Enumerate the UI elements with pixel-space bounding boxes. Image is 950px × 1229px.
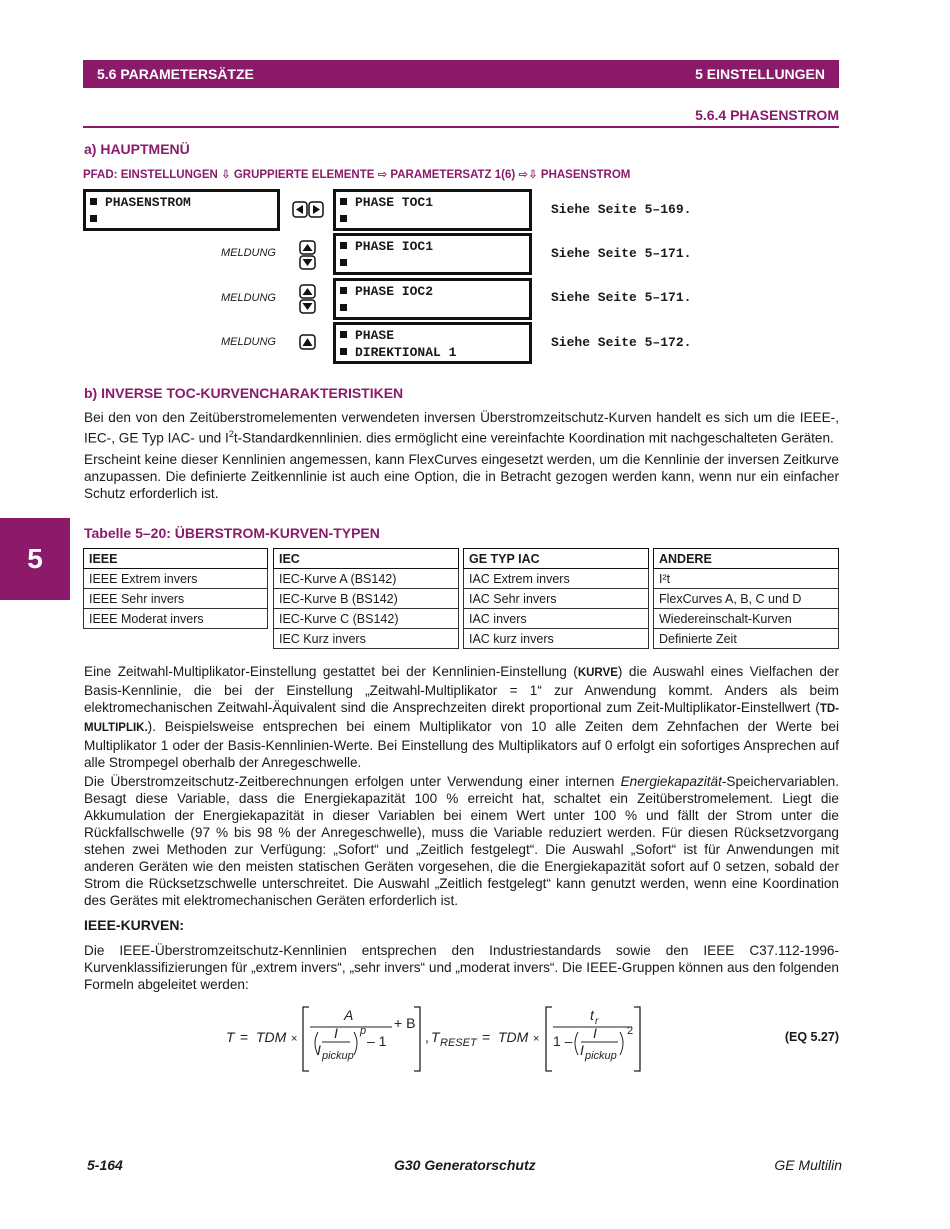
- table-cell: IAC Extrem invers: [464, 569, 649, 589]
- table-cell: FlexCurves A, B, C und D: [654, 589, 839, 609]
- table-cell: IAC invers: [464, 609, 649, 629]
- eq-symbol: 2: [627, 1025, 634, 1037]
- text-run: t-Standardkennlinien. dies ermöglicht eine vereinfachte Koordination mit nachgeschalteten Geräten.: [233, 430, 834, 446]
- menu-path: PFAD: EINSTELLUNGEN ⇩ GRUPPIERTE ELEMENTE ⇨ PARAMETERSATZ 1(6) ⇨⇩ PHASENSTROM: [83, 169, 631, 181]
- footer-page-number: 5-164: [87, 1157, 123, 1173]
- item-line1: PHASE TOC1: [355, 195, 434, 210]
- superscript: 2: [228, 429, 234, 439]
- eq-symbol: TDM: [256, 1029, 287, 1045]
- menu-item-box-2[interactable]: [333, 233, 532, 275]
- table-column-iec: [273, 548, 459, 649]
- bullet-square: [340, 198, 347, 205]
- subsection-rule: [83, 126, 839, 128]
- table-header: IEC: [274, 549, 459, 569]
- item-ref-2: Siehe Seite 5–171.: [551, 246, 692, 261]
- text-run: Eine Zeitwahl-Multiplikator-Einstellung gestattet bei der Kennlinien-Einstellung (: [84, 664, 578, 679]
- emphasis: Energiekapazität: [620, 774, 722, 789]
- table-column-ieee: [83, 548, 268, 629]
- eq-symbol: – 1: [367, 1033, 387, 1049]
- eq-symbol: I: [580, 1042, 584, 1058]
- table-cell: IEC Kurz invers: [274, 629, 459, 649]
- table-cell: IEC-Kurve A (BS142): [274, 569, 459, 589]
- table-column-andere: [653, 548, 839, 649]
- header-left: 5.6 PARAMETERSÄTZE: [97, 66, 254, 82]
- chapter-side-tab: 5: [0, 518, 70, 600]
- eq-symbol: + B: [394, 1015, 416, 1031]
- ieee-curves-heading: IEEE-KURVEN:: [84, 917, 185, 933]
- text-run: Bei den von den Zeitüberstromelementen verwendeten inversen Überstromzeitschutz-Kurven handelt es sich um die IEEE-, IEC-, GE Typ IAC- und I: [84, 410, 839, 446]
- paragraph-flexcurves: Erscheint keine dieser Kennlinien angemessen, kann FlexCurves eingesetzt werden, um die Kennlinie der inversen Zeitkurve anzupassen. Die definierte Zeitkennlinie ist auch eine Option, die in Betracht gezogen werden kann, wenn nur ein einfacher Schutz erforderlich ist.: [84, 452, 839, 501]
- eq-symbol: A: [344, 1007, 354, 1023]
- eq-symbol: =: [240, 1029, 249, 1045]
- table-header: IEEE: [84, 549, 268, 569]
- up-key-icon: [299, 334, 316, 355]
- up-down-keys-icon: [299, 240, 316, 275]
- footer-product-name: G30 Generatorschutz: [394, 1157, 536, 1173]
- table-cell: IAC kurz invers: [464, 629, 649, 649]
- paragraph-time-multiplier: [84, 663, 839, 771]
- bullet-square: [340, 304, 347, 311]
- eq-symbol: 1 –: [553, 1033, 573, 1049]
- eq-symbol: pickup: [322, 1050, 354, 1062]
- setting-keyword: TD-MULTIPLIK.: [84, 703, 839, 734]
- main-box-line1: PHASENSTROM: [105, 195, 191, 210]
- eq-symbol: RESET: [440, 1037, 477, 1049]
- table-cell: IEC-Kurve C (BS142): [274, 609, 459, 629]
- eq-symbol: ×: [533, 1033, 540, 1045]
- eq-symbol: r: [595, 1016, 599, 1027]
- bullet-square: [340, 242, 347, 249]
- table-cell: IEEE Extrem invers: [84, 569, 268, 589]
- bullet-square: [340, 259, 347, 266]
- section-a-title: a) HAUPTMENÜ: [84, 141, 190, 157]
- table-cell: Definierte Zeit: [654, 629, 839, 649]
- menu-item-box-4[interactable]: [333, 322, 532, 364]
- section-b-title: b) INVERSE TOC-KURVENCHARAKTERISTIKEN: [84, 385, 404, 401]
- table-cell: IEEE Sehr invers: [84, 589, 268, 609]
- eq-symbol: T: [226, 1029, 235, 1045]
- bullet-square: [340, 287, 347, 294]
- setting-keyword: KURVE: [577, 667, 618, 679]
- item-ref-3: Siehe Seite 5–171.: [551, 290, 692, 305]
- table-cell: IEEE Moderat invers: [84, 609, 268, 629]
- text-run: Die Überstromzeitschutz-Zeitberechnungen erfolgen unter Verwendung einer internen: [84, 774, 621, 789]
- paragraph-curves-intro: [84, 409, 839, 447]
- table-cell: IAC Sehr invers: [464, 589, 649, 609]
- eq-symbol: =: [482, 1029, 491, 1045]
- main-menu-box: [83, 189, 280, 231]
- eq-symbol: I: [317, 1042, 321, 1058]
- paragraph-ieee-curves: Die IEEE-Überstromzeitschutz-Kennlinien entsprechen den Industriestandards sowie den IEEE C37.112-1996-Kurvenklassifizierungen für „extrem invers“, „sehr invers“ und „moderat invers“. Die IEEE-Gruppen können aus den folgenden Formeln abgeleitet werden:: [84, 943, 839, 992]
- item-line2: DIREKTIONAL 1: [355, 345, 457, 360]
- bullet-square: [340, 331, 347, 338]
- table-cell: Wiedereinschalt-Kurven: [654, 609, 839, 629]
- eq-symbol: I: [593, 1025, 597, 1041]
- eq-symbol: t: [590, 1007, 594, 1023]
- footer-company: GE Multilin: [774, 1157, 842, 1173]
- message-label-4: MELDUNG: [220, 336, 276, 348]
- item-line1: PHASE IOC2: [355, 284, 434, 299]
- menu-item-box-3[interactable]: [333, 278, 532, 320]
- section-header-bar: [83, 60, 839, 88]
- eq-symbol: T: [431, 1029, 440, 1045]
- table-header: GE TYP IAC: [464, 549, 649, 569]
- eq-symbol: I: [334, 1025, 338, 1041]
- eq-symbol: ×: [291, 1033, 298, 1045]
- eq-symbol: TDM: [498, 1029, 529, 1045]
- bullet-square: [340, 348, 347, 355]
- bullet-square: [340, 215, 347, 222]
- item-ref-1: Siehe Seite 5–169.: [551, 202, 692, 217]
- equation-ieee: [226, 1005, 826, 1075]
- table-cell: I²t: [654, 569, 839, 589]
- table-header: ANDERE: [654, 549, 839, 569]
- subsection-title: 5.6.4 PHASENSTROM: [695, 107, 839, 123]
- bullet-square: [90, 215, 97, 222]
- eq-symbol: ,: [425, 1029, 429, 1045]
- bullet-square: [90, 198, 97, 205]
- table-column-ge-iac: [463, 548, 649, 649]
- item-ref-4: Siehe Seite 5–172.: [551, 335, 692, 350]
- menu-item-box-1[interactable]: [333, 189, 532, 231]
- equation-label: (EQ 5.27): [784, 1030, 839, 1044]
- paragraph-energy-capacity: [84, 773, 839, 909]
- text-run: -Speichervariablen. Besagt diese Variable, dass die Energiekapazität 100 % erreicht hat, schaltet ein Zeitüberstromelement. Liegt die Akkumulation der Energiekapazität in dieser Variablen bei einem Wert unter 100 % und fällt der Strom unter die Rückfallschwelle (97 % bis 98 % der Anregeschwelle), muss die Variable reduziert werden. Für diesen Rücksetzvorgang stehen zwei Methoden zur Verfügung: „Sofort“ und „Zeitlich festgelegt“. Die Auswahl „Sofort“ ist für Anwendungen mit anderen Geräten wie den meisten statischen Geräten vorgesehen, die die Energiekapazität sofort auf 0 setzen, sobald der Strom die Rücksetzschwelle unterschreitet. Die Auswahl „Zeitlich festgelegt“ kann genutzt werden, wenn eine Koordination des Gerätes mit elektromechanischen Geräten erforderlich ist.: [84, 774, 839, 908]
- left-right-keys-icon: [292, 201, 324, 223]
- header-right: 5 EINSTELLUNGEN: [695, 66, 825, 82]
- table-caption: Tabelle 5–20: ÜBERSTROM-KURVEN-TYPEN: [84, 525, 380, 541]
- item-line1: PHASE IOC1: [355, 239, 434, 254]
- item-line1: PHASE: [355, 328, 395, 343]
- eq-symbol: p: [360, 1025, 367, 1037]
- up-down-keys-icon: [299, 284, 316, 319]
- eq-symbol: pickup: [585, 1050, 617, 1062]
- text-run: ). Beispielsweise entsprechen bei einem Multiplikator von 10 alle Zeiten dem Zehnfachen der Werte bei Multiplikator 1 oder der Basis-Kennlinien-Werte. Bei Einstellung des Multiplikators auf 0 erfolgt ein sofortiges Ansprechen auf alle Strompegel oberhalb der Anregeschwelle.: [84, 719, 839, 770]
- table-cell: IEC-Kurve B (BS142): [274, 589, 459, 609]
- text-run: ) die Auswahl eines Vielfachen der Basis-Kennlinie, die bei der Einstellung „Zeitwahl-Multiplikator = 1“ zur Anwendung kommt. Anders als beim elektromechanischen Zeitwahl-Äquivalent sind die Ansprechzeiten direkt proportional zum Zeit-Multiplikator-Einstellwert (: [84, 664, 839, 715]
- message-label-2: MELDUNG: [220, 247, 276, 259]
- message-label-3: MELDUNG: [220, 292, 276, 304]
